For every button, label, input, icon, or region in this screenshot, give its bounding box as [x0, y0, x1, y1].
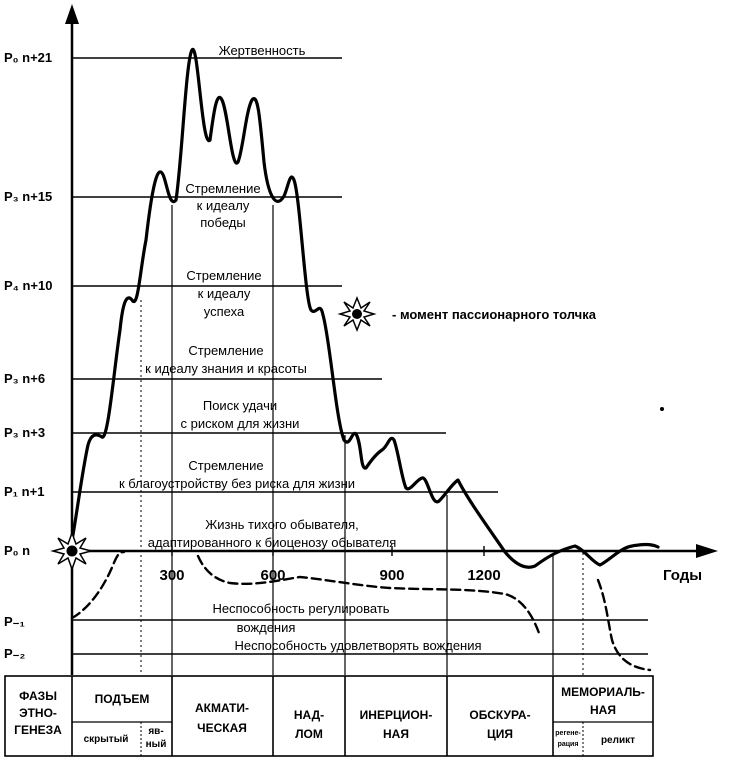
- band-text-n1-line: к благоустройству без риска для жизни: [118, 476, 356, 491]
- band-text-m2-line: Неспособность удовлетворять вождения: [234, 638, 482, 653]
- x-tick-label: 1200: [467, 567, 501, 584]
- x-axis-arrow-icon: [696, 544, 718, 558]
- stray-dot: [660, 407, 664, 411]
- x-tick-label: 900: [379, 567, 405, 584]
- band-text-n15-line: победы: [200, 215, 246, 230]
- level-labels: [4, 50, 52, 661]
- origin-starburst-icon: [53, 533, 91, 569]
- band-text-m1-line: вождения: [236, 620, 296, 635]
- phase-memorial-relict-label: реликт: [600, 735, 636, 746]
- phase-nadlom-label: ЛОМ: [295, 727, 323, 741]
- phases-table: [5, 676, 653, 756]
- band-text-n0-line: адаптированного к биоценозу обывателя: [147, 535, 397, 550]
- x-axis-label: Годы: [663, 567, 703, 584]
- level-label-n10: P₄ n+10: [4, 278, 53, 293]
- phase-memorial-label: НАЯ: [590, 703, 616, 717]
- phase-inerc-label: НАЯ: [383, 727, 409, 741]
- band-text-n3-line: Поиск удачи: [202, 398, 278, 413]
- phases-header-line: ФАЗЫ: [19, 689, 57, 703]
- band-text-n10-line: к идеалу: [197, 286, 251, 301]
- phase-podem-explicit-label: яв-: [148, 726, 164, 737]
- band-text-n6-line: Стремление: [188, 343, 264, 358]
- band-text-n10-line: успеха: [203, 304, 245, 319]
- band-text-n21-line: Жертвенность: [218, 43, 306, 58]
- phase-podem-label: ПОДЪЕМ: [94, 692, 150, 706]
- phase-obskur-label: ОБСКУРА-: [469, 708, 531, 722]
- phase-podem-explicit-label: ный: [145, 739, 167, 750]
- band-texts: [119, 43, 482, 653]
- phase-inerc-label: ИНЕРЦИОН-: [359, 708, 433, 722]
- level-label-n0: P₀ n: [4, 543, 31, 558]
- phase-memorial-label: МЕМОРИАЛЬ-: [561, 685, 645, 699]
- band-text-n6-line: к идеалу знания и красоты: [145, 361, 307, 376]
- level-label-m2: P₋₂: [4, 646, 26, 661]
- x-tick-label: 600: [260, 567, 286, 584]
- y-axis-arrow-icon: [65, 4, 79, 24]
- legend-starburst-icon: [340, 298, 374, 330]
- band-text-n3-line: с риском для жизни: [180, 416, 300, 431]
- phase-memorial-regen-label: рация: [557, 741, 579, 748]
- x-tick-label: 300: [159, 567, 185, 584]
- phase-akmatich-label: ЧЕСКАЯ: [197, 721, 247, 735]
- phases-header-line: ГЕНЕЗА: [14, 723, 62, 737]
- phase-memorial-regen-label: регене-: [555, 730, 581, 737]
- phase-obskur-label: ЦИЯ: [486, 727, 514, 741]
- level-label-n21: P₀ n+21: [4, 50, 53, 65]
- legend-text: - момент пассионарного толчка: [392, 307, 596, 322]
- band-text-n10-line: Стремление: [186, 268, 262, 283]
- level-label-n6: P₃ n+6: [4, 371, 46, 386]
- level-label-n3: P₃ n+3: [4, 425, 46, 440]
- legend: [340, 298, 597, 330]
- level-label-m1: P₋₁: [4, 614, 25, 629]
- phase-akmatich-label: АКМАТИ-: [194, 701, 250, 715]
- phases-header-line: ЭТНО-: [19, 706, 57, 720]
- band-text-n1-line: Стремление: [188, 458, 264, 473]
- level-lines: [72, 58, 648, 654]
- level-label-n1: P₁ n+1: [4, 484, 45, 499]
- band-text-n15-line: к идеалу: [196, 198, 250, 213]
- phase-podem-hidden-label: скрытый: [83, 734, 129, 745]
- band-text-m1-line: Неспособность регулировать: [212, 601, 390, 616]
- band-text-n15-line: Стремление: [185, 181, 261, 196]
- level-label-n15: P₃ n+15: [4, 189, 53, 204]
- band-text-n0-line: Жизнь тихого обывателя,: [205, 517, 359, 532]
- phase-nadlom-label: НАД-: [293, 708, 325, 722]
